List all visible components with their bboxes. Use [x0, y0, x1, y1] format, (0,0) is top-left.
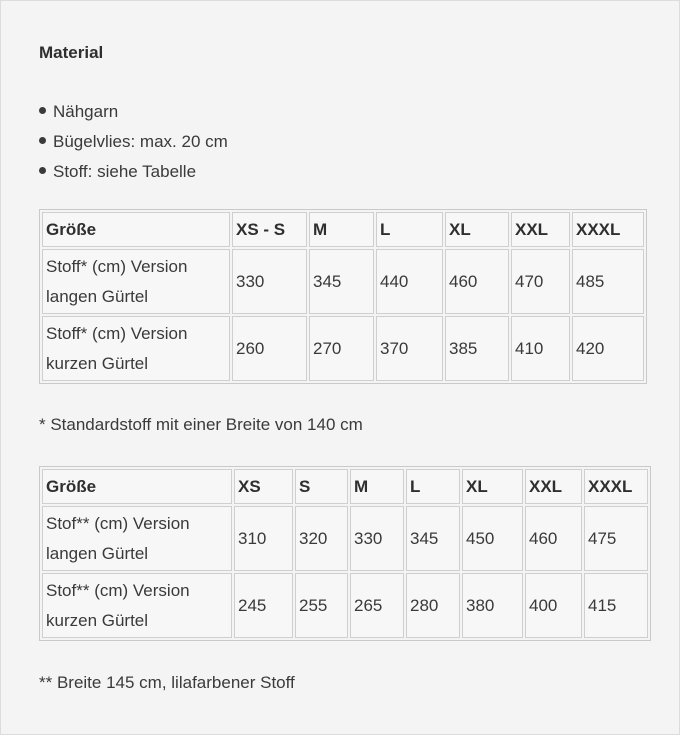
table-cell: 270: [309, 316, 374, 381]
table-row: [42, 316, 644, 381]
table-cell: 460: [525, 506, 582, 571]
row-label-line: Stoff* (cm) Version: [46, 323, 188, 343]
material-list: [39, 97, 228, 187]
table-row: [42, 249, 644, 314]
table-row: [42, 573, 648, 638]
table-cell: 440: [376, 249, 443, 314]
header-cell: Größe: [42, 212, 230, 247]
header-cell: XL: [445, 212, 509, 247]
header-cell: XXXL: [584, 469, 648, 504]
list-item-label: Stoff: siehe Tabelle: [53, 162, 197, 181]
row-label: [42, 249, 230, 314]
header-cell: L: [376, 212, 443, 247]
list-item-label: Nähgarn: [53, 102, 119, 121]
table-cell: 260: [232, 316, 307, 381]
table-cell: 450: [462, 506, 523, 571]
header-cell: XS - S: [232, 212, 307, 247]
table-cell: 380: [462, 573, 523, 638]
table-cell: 345: [309, 249, 374, 314]
row-label-line: Stof** (cm) Version: [46, 513, 190, 533]
row-label-line: langen Gürtel: [46, 543, 149, 563]
row-label-line: Stoff* (cm) Version: [46, 256, 188, 276]
size-table-lilac: [39, 466, 651, 641]
table-cell: 475: [584, 506, 648, 571]
bullet-icon: [39, 167, 46, 174]
table-header-row: [42, 212, 644, 247]
footnote-standard: * Standardstoff mit einer Breite von 140 cm: [39, 415, 363, 434]
row-label: [42, 573, 232, 638]
table-cell: 385: [445, 316, 509, 381]
table-row: [42, 506, 648, 571]
bullet-icon: [39, 107, 46, 114]
table-cell: 280: [406, 573, 460, 638]
table-cell: 245: [234, 573, 293, 638]
table-header-row: [42, 469, 648, 504]
header-cell: XXL: [525, 469, 582, 504]
bullet-icon: [39, 137, 46, 144]
table-cell: 415: [584, 573, 648, 638]
table-cell: 470: [511, 249, 570, 314]
header-cell: XL: [462, 469, 523, 504]
material-heading: Material: [39, 43, 104, 62]
table-cell: 345: [406, 506, 460, 571]
table-cell: 255: [295, 573, 348, 638]
row-label: [42, 506, 232, 571]
table-cell: 420: [572, 316, 644, 381]
table-cell: 265: [350, 573, 404, 638]
header-cell: M: [350, 469, 404, 504]
table-cell: 400: [525, 573, 582, 638]
table-cell: 485: [572, 249, 644, 314]
row-label-line: kurzen Gürtel: [46, 610, 149, 630]
header-cell: XXXL: [572, 212, 644, 247]
table-cell: 370: [376, 316, 443, 381]
row-label-line: langen Gürtel: [46, 286, 149, 306]
header-cell: Größe: [42, 469, 232, 504]
row-label: [42, 316, 230, 381]
header-cell: XS: [234, 469, 293, 504]
table-cell: 410: [511, 316, 570, 381]
table-cell: 330: [232, 249, 307, 314]
header-cell: S: [295, 469, 348, 504]
footnote-lilac: ** Breite 145 cm, lilafarbener Stoff: [39, 673, 295, 692]
header-cell: XXL: [511, 212, 570, 247]
list-item: [39, 127, 228, 157]
header-cell: L: [406, 469, 460, 504]
list-item: [39, 157, 228, 187]
row-label-line: kurzen Gürtel: [46, 353, 149, 373]
header-cell: M: [309, 212, 374, 247]
list-item-label: Bügelvlies: max. 20 cm: [53, 132, 228, 151]
table-cell: 320: [295, 506, 348, 571]
row-label-line: Stof** (cm) Version: [46, 580, 190, 600]
table-cell: 460: [445, 249, 509, 314]
table-cell: 330: [350, 506, 404, 571]
list-item: [39, 97, 228, 127]
size-table-standard: [39, 209, 647, 384]
table-cell: 310: [234, 506, 293, 571]
